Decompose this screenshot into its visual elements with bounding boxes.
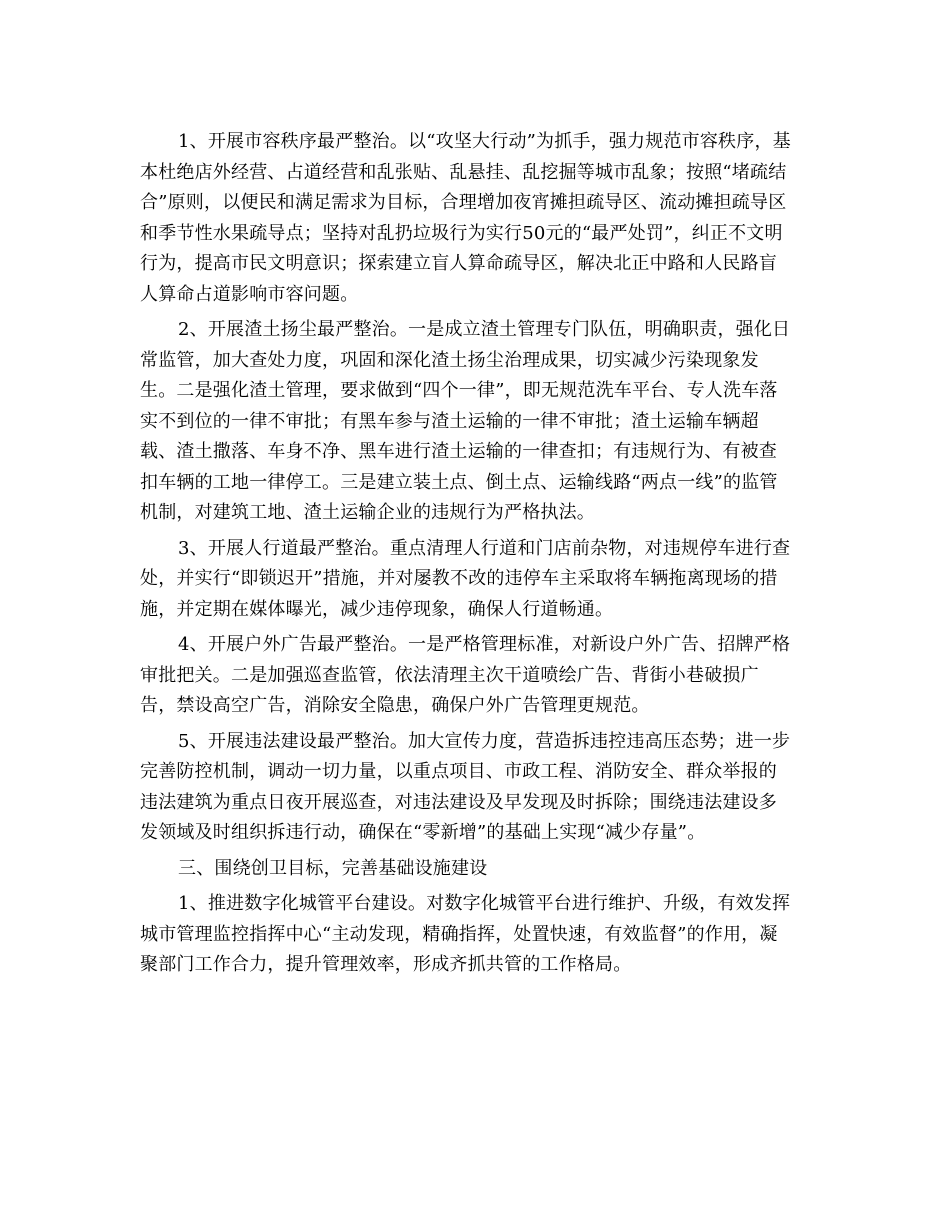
text-line: 2、开展渣土扬尘最严整治。一是成立渣土管理专门队伍，明确职责，强化日: [178, 319, 791, 340]
text-line: 本杜绝店外经营、占道经营和乱张贴、乱悬挂、乱挖掘等城市乱象；按照“堵疏结: [140, 161, 787, 183]
text-line: 3、开展人行道最严整治。重点清理人行道和门店前杂物，对违规停车进行查: [178, 537, 791, 559]
text-line: 人算命占道影响市容问题。: [140, 283, 359, 305]
text-line: 施，并定期在媒体曝光，减少违停现象，确保人行道畅通。: [140, 598, 614, 620]
paragraph-muck-dust: [140, 315, 808, 529]
text-line: 三、围绕创卫目标，完善基础设施建设: [178, 857, 488, 879]
section-heading: [140, 854, 808, 885]
text-line: 生。二是强化渣土管理，要求做到“四个一律”，即无规范洗车平台、专人洗车落: [140, 380, 778, 401]
document-body: [140, 127, 808, 986]
paragraph-digital-platform: [140, 889, 808, 981]
text-line: 扣车辆的工地一律停工。三是建立装土点、倒土点、运输线路“两点一线”的监管: [140, 471, 778, 493]
text-line: 聚部门工作合力，提升管理效率，形成齐抓共管的工作格局。: [140, 954, 632, 975]
paragraph-market-order: [140, 127, 808, 310]
text-line: 合”原则，以便民和满足需求为目标，合理增加夜宵摊担疏导区、流动摊担疏导区: [140, 192, 787, 213]
text-line: 行为，提高市民文明意识；探索建立盲人算命疏导区，解决北正中路和人民路盲: [140, 253, 777, 274]
text-line: 和季节性水果疏导点；坚持对乱扔垃圾行为实行50元的“最严处罚”，纠正不文明: [140, 222, 783, 244]
text-line: 1、推进数字化城管平台建设。对数字化城管平台进行维护、升级，有效发挥: [178, 893, 791, 914]
paragraph-sidewalk: [140, 534, 808, 626]
text-line: 城市管理监控指挥中心“主动发现，精确指挥，处置快速，有效监督”的作用，凝: [140, 923, 778, 945]
text-line: 5、开展违法建设最严整治。加大宣传力度，营造拆违控违高压态势；进一步: [178, 730, 791, 752]
text-line: 完善防控机制，调动一切力量，以重点项目、市政工程、消防安全、群众举报的: [140, 761, 777, 782]
paragraph-illegal-construction: [140, 727, 808, 849]
text-line: 机制，对建筑工地、渣土运输企业的违规行为严格执法。: [140, 502, 595, 523]
text-line: 发领域及时组织拆违行动，确保在“零新增”的基础上实现“减少存量”。: [140, 822, 706, 843]
text-line: 常监管，加大查处力度，巩固和深化渣土扬尘治理成果，切实减少污染现象发: [140, 349, 759, 371]
text-line: 告，禁设高空广告，消除安全隐患，确保户外广告管理更规范。: [140, 695, 650, 716]
text-line: 1、开展市容秩序最严整治。以“攻坚大行动”为抓手，强力规范市容秩序，基: [178, 131, 791, 152]
text-line: 处，并实行“即锁迟开”措施，并对屡教不改的违停车主采取将车辆拖离现场的措: [140, 568, 778, 589]
text-line: 载、渣土撒落、车身不净、黑车进行渣土运输的一律查扣；有违规行为、有被查: [140, 441, 777, 462]
text-line: 违法建筑为重点日夜开展巡查，对违法建设及早发现及时拆除；围绕违法建设多: [140, 791, 777, 813]
text-line: 审批把关。二是加强巡查监管，依法清理主次干道喷绘广告、背街小巷破损广: [140, 664, 759, 686]
text-line: 实不到位的一律不审批；有黑车参与渣土运输的一律不审批；渣土运输车辆超: [140, 410, 759, 432]
paragraph-outdoor-ads: [140, 630, 808, 722]
text-line: 4、开展户外广告最严整治。一是严格管理标准，对新设户外广告、招牌严格: [178, 634, 791, 655]
